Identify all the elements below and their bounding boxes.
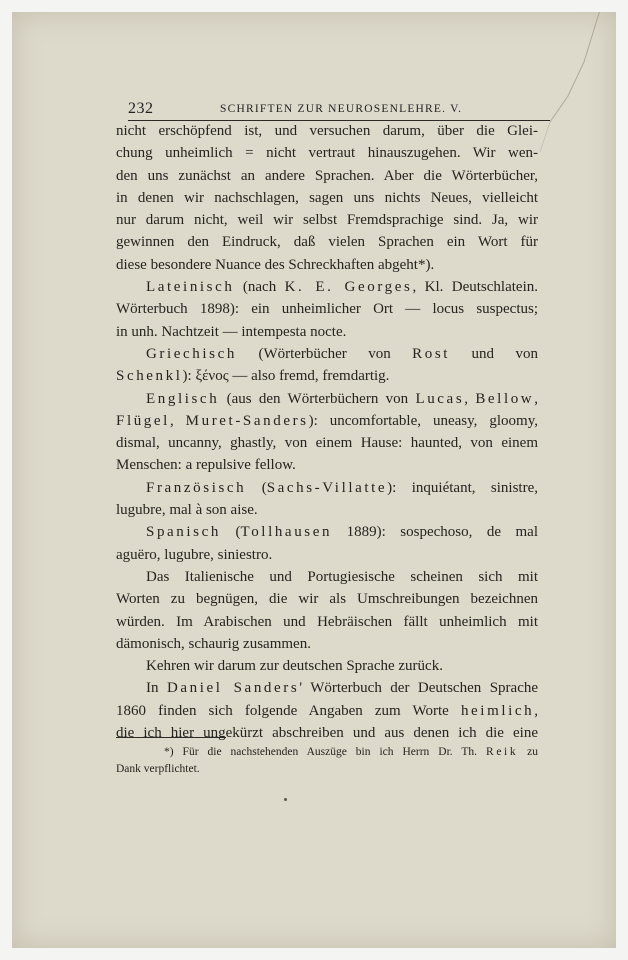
spaced-name: Reik [486, 746, 519, 758]
spaced-name: Daniel Sanders [166, 680, 300, 697]
footnote [116, 744, 538, 778]
text-line: dämonisch, schaurig zusammen. [116, 635, 311, 652]
text-line: den uns zunächst an andere Sprachen. Aber die Wörterbücher, [116, 167, 538, 184]
spaced-term: Lateinisch [146, 279, 235, 296]
spaced-term: Spanisch [146, 524, 221, 541]
text-line: chung unheimlich = nicht vertraut hinauszugehen. Wir wen- [116, 145, 538, 162]
footnote-rule [116, 737, 226, 738]
text-line-french [116, 477, 538, 499]
text-line: in denen wir nachschlagen, sagen uns nichts Neues, vielleicht [116, 189, 538, 206]
text-line: Kehren wir darum zur deutschen Sprache zurück. [146, 658, 443, 675]
footnote-line [116, 744, 538, 761]
text-fragment: ): inquiétant, sinistre, [387, 479, 538, 496]
text-fragment: , [169, 412, 186, 429]
spaced-term: heimlich [460, 702, 535, 719]
text-line: lugubre, mal à son aise. [116, 502, 258, 519]
printer-mark-dot [284, 798, 287, 801]
spaced-name: Tollhausen [240, 524, 333, 541]
text-line-latin [116, 276, 538, 298]
spaced-name: Flügel [116, 412, 170, 429]
text-fragment: (nach [234, 279, 285, 296]
text-fragment: (Wörterbücher von [236, 345, 413, 362]
text-fragment: zu [518, 746, 539, 758]
spaced-name: Muret-Sanders [185, 412, 309, 429]
text-line-sanders [116, 677, 538, 699]
spaced-term: Englisch [146, 390, 220, 407]
footnote-line: Dank verpflichtet. [116, 763, 200, 775]
text-fragment: , Kl. Deutschlatein. [412, 279, 538, 296]
text-line: nicht erschöpfend ist, und versuchen darum, über die Glei- [116, 123, 538, 139]
text-line [116, 700, 538, 722]
page-number: 232 [128, 100, 154, 117]
text-fragment: In [146, 680, 167, 697]
running-title: SCHRIFTEN ZUR NEUROSENLEHRE. V. [220, 103, 463, 115]
text-fragment: (aus den Wörterbüchern von [219, 390, 416, 407]
text-fragment: und von [450, 345, 539, 362]
spaced-name: Rost [412, 345, 451, 362]
text-line-spanish [116, 521, 538, 543]
text-line-greek [116, 343, 538, 365]
text-line: Wörterbuch 1898): ein unheimlicher Ort — locus suspectus; [116, 301, 538, 318]
text-fragment: 1889): sospechoso, de mal [332, 524, 539, 541]
text-fragment: ): ξένος — also fremd, fremdartig. [182, 368, 390, 385]
spaced-name: Schenkl [116, 368, 183, 385]
text-fragment: 1860 finden sich folgende Angaben zum Worte [116, 702, 461, 719]
text-fragment: *) Für die nachstehenden Auszüge bin ich Herrn Dr. Th. [164, 746, 487, 758]
text-line: die ich hier ungekürzt abschreiben und aus denen ich die eine [116, 725, 538, 742]
text-line [116, 410, 538, 432]
spaced-term: Griechisch [146, 345, 237, 362]
text-fragment: , [464, 390, 476, 407]
body-text [116, 120, 538, 744]
text-fragment: ( [246, 479, 267, 496]
text-line: Worten zu begnügen, die wir als Umschreibungen bezeichnen [116, 591, 538, 608]
text-fragment: , [534, 702, 538, 719]
text-line: dismal, uncanny, ghastly, von einem Hause: haunted, von einem [116, 435, 538, 452]
text-line: nur darum nicht, weil wir selbst Fremdsprachige sind. Ja, wir [116, 212, 538, 229]
text-line: gewinnen den Eindruck, daß vielen Sprachen ein Wort für [116, 234, 538, 251]
spaced-name: K. E. Georges [284, 279, 413, 296]
spaced-name: Sachs-Villatte [266, 479, 388, 496]
text-line: Menschen: a repulsive fellow. [116, 457, 296, 474]
text-fragment: ' Wörterbuch der Deutschen Sprache [299, 680, 539, 697]
text-line: in unh. Nachtzeit — intempesta nocte. [116, 323, 347, 340]
spaced-name: Bellow [475, 390, 535, 407]
spaced-name: Lucas [415, 390, 465, 407]
text-line-english [116, 388, 538, 410]
running-header [128, 100, 550, 121]
text-line [116, 365, 538, 387]
text-fragment: ): uncomfortable, uneasy, gloomy, [308, 412, 538, 429]
text-line: aguëro, lugubre, siniestro. [116, 546, 273, 563]
spaced-term: Französisch [146, 479, 247, 496]
text-fragment: ( [220, 524, 241, 541]
text-line: Das Italienische und Portugiesische scheinen sich mit [146, 568, 538, 585]
text-fragment: , [534, 390, 538, 407]
text-line: würden. Im Arabischen und Hebräischen fällt unheimlich mit [116, 613, 538, 630]
text-line: diese besondere Nuance des Schreckhaften abgeht*). [116, 256, 435, 273]
